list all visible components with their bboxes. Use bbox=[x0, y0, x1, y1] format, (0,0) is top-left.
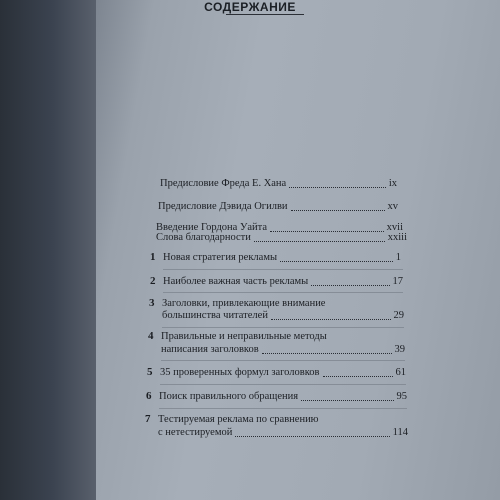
toc-entry-title: Предисловие Фреда Е. Хана bbox=[160, 178, 287, 189]
toc-chapter-item bbox=[158, 426, 408, 440]
toc-entry-title: Слова благодарности bbox=[156, 232, 251, 243]
toc-entry-title-line: Правильные и неправильные методы bbox=[161, 331, 327, 342]
toc-entry-title: написания заголовков bbox=[161, 344, 259, 355]
toc-chapter-item bbox=[160, 366, 406, 380]
toc-chapter-item bbox=[163, 251, 401, 265]
toc-page-number: 95 bbox=[396, 391, 407, 402]
toc-page-number: 39 bbox=[394, 344, 405, 355]
title-underline bbox=[226, 14, 304, 15]
chapter-number: 2 bbox=[150, 275, 156, 287]
chapter-divider bbox=[163, 269, 403, 270]
toc-entry-title: с нетестируемой bbox=[158, 427, 233, 438]
leader-dots bbox=[271, 319, 391, 320]
toc-page-number: xvii bbox=[386, 222, 403, 233]
chapter-number: 5 bbox=[147, 366, 153, 378]
toc-entry-title: Предисловие Дэвида Огилви bbox=[158, 201, 288, 212]
chapter-divider bbox=[162, 327, 404, 328]
chapter-divider bbox=[163, 292, 403, 293]
toc-page-number: 114 bbox=[392, 427, 408, 438]
toc-front-item bbox=[160, 177, 397, 191]
chapter-number: 7 bbox=[145, 413, 151, 425]
leader-dots bbox=[311, 285, 389, 286]
toc-page-number: 1 bbox=[395, 252, 401, 263]
chapter-divider bbox=[160, 384, 406, 385]
toc-page-number: xxiii bbox=[387, 232, 407, 243]
leader-dots bbox=[301, 400, 393, 401]
toc-front-item bbox=[158, 200, 398, 214]
toc-page-number: xv bbox=[387, 201, 398, 212]
leader-dots bbox=[289, 187, 386, 188]
chapter-divider bbox=[161, 360, 405, 361]
book-spine-shadow bbox=[0, 0, 96, 500]
toc-entry-title: большинства читателей bbox=[162, 310, 268, 321]
toc-entry-title-line: Заголовки, привлекающие внимание bbox=[162, 298, 326, 309]
leader-dots bbox=[235, 436, 389, 437]
leader-dots bbox=[254, 241, 385, 242]
toc-entry-title: Поиск правильного обращения bbox=[159, 391, 299, 402]
leader-dots bbox=[291, 210, 385, 211]
toc-page-number: 61 bbox=[395, 367, 406, 378]
toc-page-number: 17 bbox=[392, 276, 403, 287]
leader-dots bbox=[262, 353, 392, 354]
toc-entry-title: 35 проверенных формул заголовков bbox=[160, 367, 320, 378]
toc-page-number: ix bbox=[388, 178, 397, 189]
chapter-number: 1 bbox=[150, 251, 156, 263]
leader-dots bbox=[323, 376, 393, 377]
toc-page-number: 29 bbox=[393, 310, 404, 321]
toc-entry-title: Новая стратегия рекламы bbox=[163, 252, 278, 263]
toc-chapter-item bbox=[162, 309, 404, 323]
toc-entry-title: Введение Гордона Уайта bbox=[156, 222, 268, 233]
toc-chapter-item bbox=[163, 275, 403, 289]
toc-front-item bbox=[156, 231, 407, 245]
chapter-number: 4 bbox=[148, 330, 154, 342]
chapter-divider bbox=[159, 408, 407, 409]
leader-dots bbox=[280, 261, 393, 262]
toc-entry-title: Наиболее важная часть рекламы bbox=[163, 276, 309, 287]
toc-chapter-item bbox=[159, 390, 407, 404]
chapter-number: 6 bbox=[146, 390, 152, 402]
page-title: СОДЕРЖАНИЕ bbox=[204, 0, 296, 14]
toc-entry-title-line: Тестируемая реклама по сравнению bbox=[158, 414, 319, 425]
chapter-number: 3 bbox=[149, 297, 155, 309]
toc-chapter-item bbox=[161, 343, 405, 357]
